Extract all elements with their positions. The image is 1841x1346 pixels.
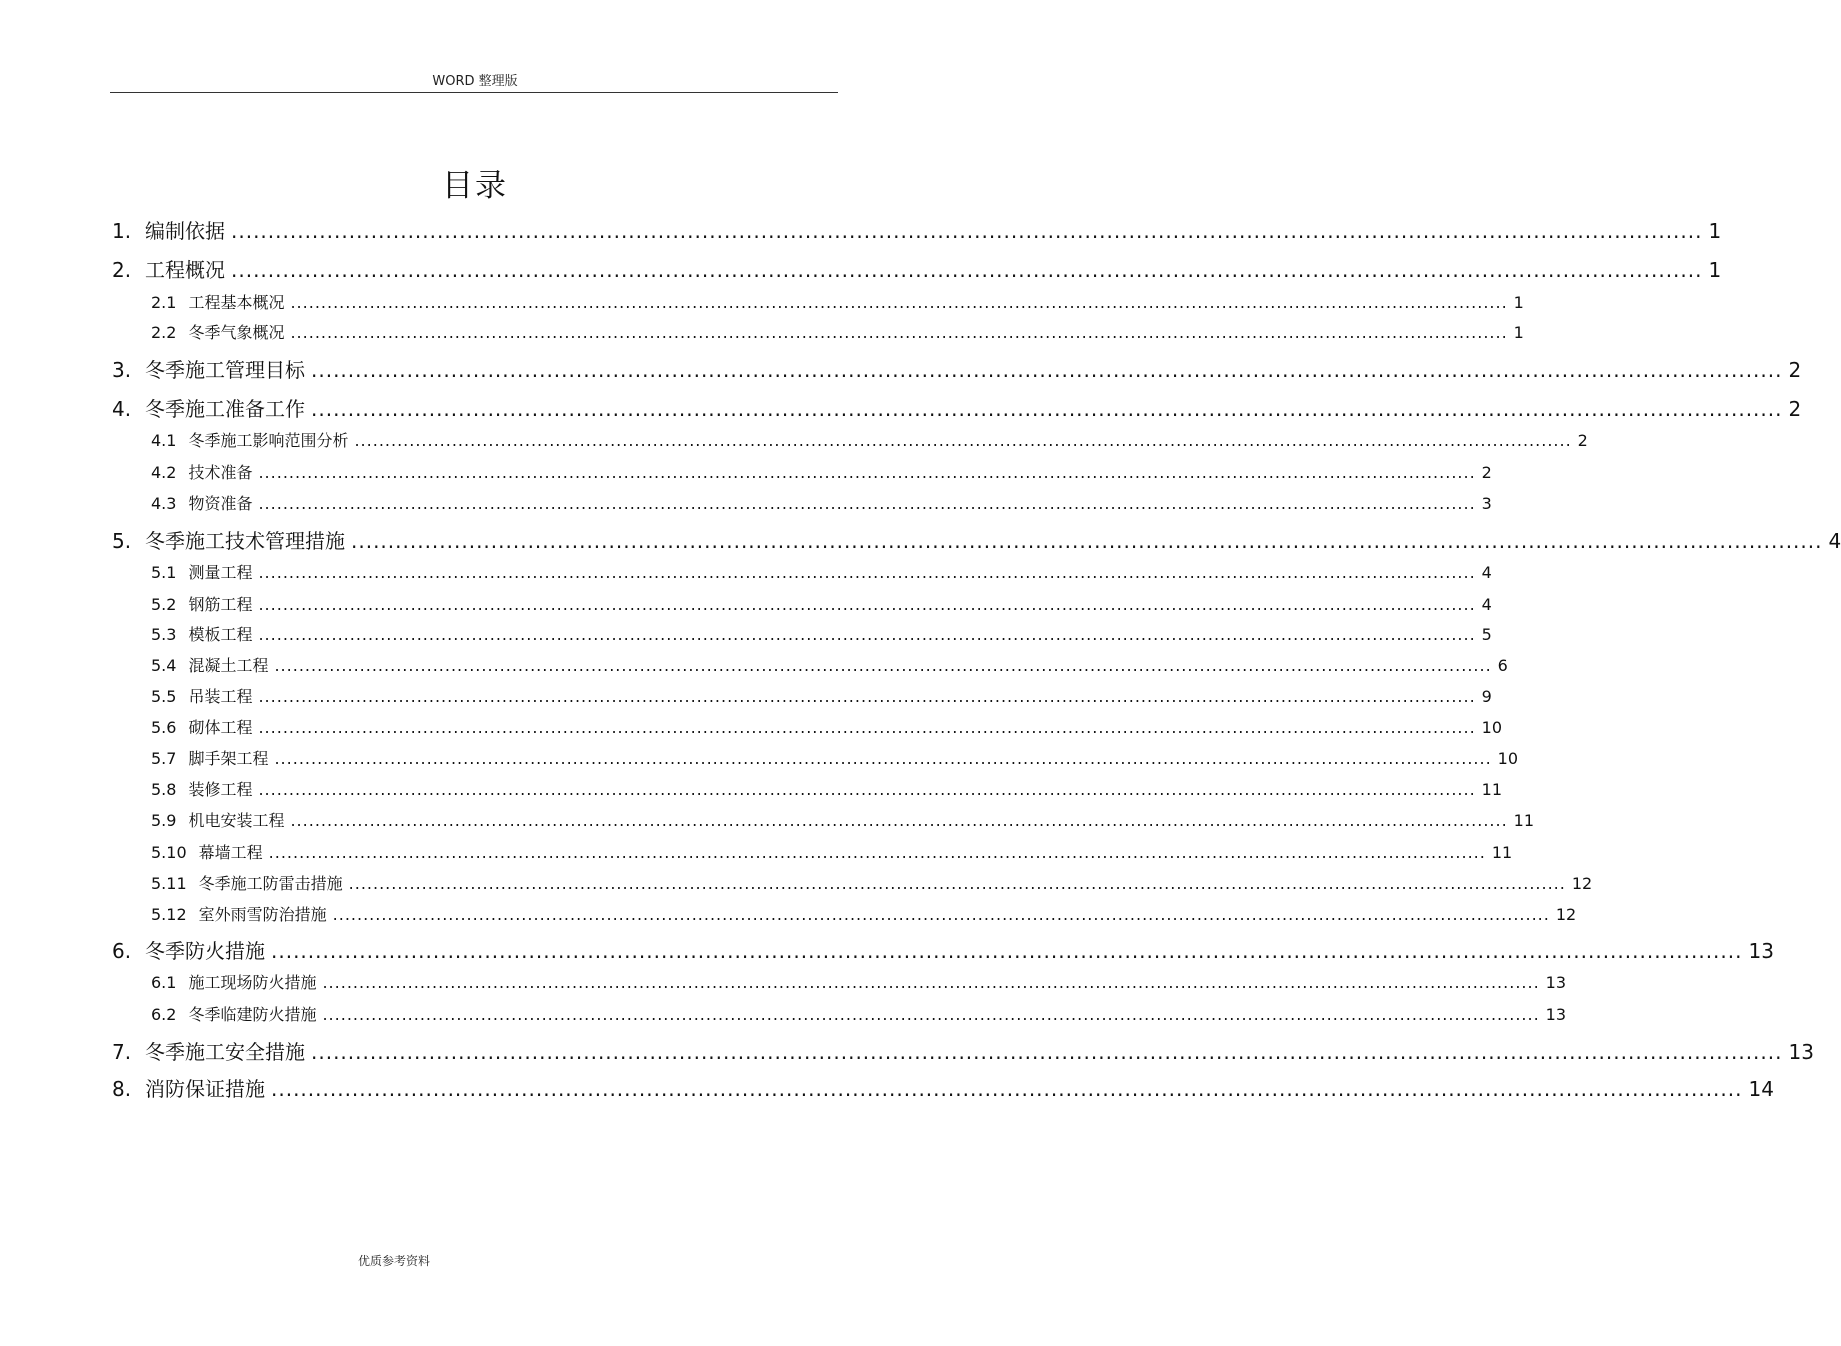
toc-entry-label: 混凝土工程 — [188, 656, 269, 675]
toc-subsection-entry[interactable] — [151, 592, 1492, 614]
toc-entry-page-number: 13 — [1788, 1040, 1814, 1064]
toc-dot-leader: ........................................................................................................................................................................................................ — [348, 874, 1566, 893]
toc-dot-leader: ........................................................................................................................................................................................................ — [231, 219, 1703, 243]
toc-entry-number: 4.2 — [151, 463, 177, 482]
toc-entry-page-number: 13 — [1748, 939, 1774, 963]
toc-entry-label: 施工现场防火措施 — [188, 973, 317, 992]
toc-dot-leader: ........................................................................................................................................................................................................ — [322, 973, 1540, 992]
toc-dot-leader: ........................................................................................................................................................................................................ — [258, 687, 1476, 706]
toc-entry-page-number: 11 — [1491, 843, 1513, 862]
toc-subsection-entry[interactable] — [151, 715, 1503, 737]
toc-entry-page-number: 13 — [1545, 973, 1567, 992]
toc-entry-page-number: 11 — [1513, 811, 1535, 830]
toc-entry-number: 5.6 — [151, 718, 177, 737]
toc-entry-number: 5.8 — [151, 780, 177, 799]
toc-entry-label: 冬季施工安全措施 — [145, 1040, 305, 1064]
toc-entry-label: 冬季施工技术管理措施 — [145, 529, 345, 553]
toc-entry-page-number: 1 — [1708, 219, 1722, 243]
toc-dot-leader: ........................................................................................................................................................................................................ — [258, 625, 1476, 644]
toc-dot-leader: ........................................................................................................................................................................................................ — [354, 431, 1572, 450]
toc-entry-label: 脚手架工程 — [188, 749, 269, 768]
toc-subsection-entry[interactable] — [151, 871, 1593, 893]
toc-entry-page-number: 1 — [1513, 323, 1524, 342]
toc-subsection-entry[interactable] — [151, 560, 1492, 582]
toc-entry-number: 4.3 — [151, 494, 177, 513]
toc-entry-label: 消防保证措施 — [145, 1077, 265, 1101]
toc-entry-label: 砌体工程 — [188, 718, 253, 737]
toc-entry-number: 5.9 — [151, 811, 177, 830]
toc-dot-leader: ........................................................................................................................................................................................................ — [274, 749, 1492, 768]
toc-entry-number: 5.12 — [151, 905, 187, 924]
toc-entry-label: 冬季施工防雷击措施 — [198, 874, 343, 893]
toc-subsection-entry[interactable] — [151, 808, 1535, 830]
toc-entry-number: 5.3 — [151, 625, 177, 644]
toc-entry-number: 4. — [112, 397, 132, 421]
toc-entry-number: 8. — [112, 1077, 132, 1101]
toc-subsection-entry[interactable] — [151, 684, 1492, 706]
toc-subsection-entry[interactable] — [151, 491, 1492, 513]
toc-dot-leader: ........................................................................................................................................................................................................ — [322, 1005, 1540, 1024]
toc-dot-leader: ........................................................................................................................................................................................................ — [258, 463, 1476, 482]
toc-dot-leader: ........................................................................................................................................................................................................ — [351, 529, 1823, 553]
toc-entry-label: 室外雨雪防治措施 — [198, 905, 327, 924]
toc-entry-number: 6.1 — [151, 973, 177, 992]
toc-entry-page-number: 14 — [1748, 1077, 1774, 1101]
toc-dot-leader: ........................................................................................................................................................................................................ — [311, 358, 1783, 382]
toc-section-entry[interactable] — [112, 393, 1802, 421]
toc-entry-number: 2.1 — [151, 293, 177, 312]
toc-entry-number: 5.5 — [151, 687, 177, 706]
toc-entry-label: 装修工程 — [188, 780, 253, 799]
toc-subsection-entry[interactable] — [151, 840, 1513, 862]
toc-entry-label: 钢筋工程 — [188, 595, 253, 614]
toc-dot-leader: ........................................................................................................................................................................................................ — [268, 843, 1486, 862]
toc-section-entry[interactable] — [112, 525, 1841, 553]
toc-section-entry[interactable] — [112, 935, 1774, 963]
toc-dot-leader: ........................................................................................................................................................................................................ — [332, 905, 1550, 924]
toc-entry-page-number: 2 — [1577, 431, 1588, 450]
toc-entry-number: 2. — [112, 258, 132, 282]
toc-entry-number: 5.2 — [151, 595, 177, 614]
toc-section-entry[interactable] — [112, 1036, 1814, 1064]
toc-dot-leader: ........................................................................................................................................................................................................ — [258, 494, 1476, 513]
toc-entry-number: 3. — [112, 358, 132, 382]
toc-entry-page-number: 12 — [1571, 874, 1593, 893]
toc-subsection-entry[interactable] — [151, 746, 1519, 768]
toc-dot-leader: ........................................................................................................................................................................................................ — [290, 323, 1508, 342]
toc-dot-leader: ........................................................................................................................................................................................................ — [311, 1040, 1783, 1064]
toc-entry-page-number: 2 — [1788, 358, 1802, 382]
page-footer: 优质参考资料 — [358, 1254, 431, 1268]
toc-entry-page-number: 10 — [1497, 749, 1519, 768]
toc-entry-label: 物资准备 — [188, 494, 253, 513]
toc-section-entry[interactable] — [112, 215, 1722, 243]
toc-entry-number: 1. — [112, 219, 132, 243]
toc-subsection-entry[interactable] — [151, 1002, 1567, 1024]
toc-entry-label: 工程基本概况 — [188, 293, 285, 312]
toc-entry-label: 吊装工程 — [188, 687, 253, 706]
toc-entry-page-number: 5 — [1481, 625, 1492, 644]
toc-entry-number: 6.2 — [151, 1005, 177, 1024]
toc-entry-label: 机电安装工程 — [188, 811, 285, 830]
toc-subsection-entry[interactable] — [151, 622, 1492, 644]
toc-entry-page-number: 4 — [1828, 529, 1841, 553]
toc-subsection-entry[interactable] — [151, 902, 1577, 924]
toc-entry-number: 5.10 — [151, 843, 187, 862]
toc-entry-label: 冬季防火措施 — [145, 939, 265, 963]
toc-entry-number: 5.7 — [151, 749, 177, 768]
toc-dot-leader: ........................................................................................................................................................................................................ — [258, 563, 1476, 582]
toc-entry-page-number: 3 — [1481, 494, 1492, 513]
toc-entry-label: 幕墙工程 — [198, 843, 263, 862]
toc-entry-page-number: 4 — [1481, 563, 1492, 582]
toc-entry-page-number: 13 — [1545, 1005, 1567, 1024]
toc-entry-page-number: 4 — [1481, 595, 1492, 614]
toc-entry-label: 工程概况 — [145, 258, 225, 282]
toc-entry-label: 技术准备 — [188, 463, 253, 482]
toc-dot-leader: ........................................................................................................................................................................................................ — [311, 397, 1783, 421]
toc-dot-leader: ........................................................................................................................................................................................................ — [231, 258, 1703, 282]
toc-entry-label: 模板工程 — [188, 625, 253, 644]
toc-subsection-entry[interactable] — [151, 428, 1588, 450]
page-title: 目录 — [442, 168, 508, 204]
toc-subsection-entry[interactable] — [151, 290, 1524, 312]
page-header: WORD 整理版 — [432, 74, 518, 89]
toc-entry-page-number: 2 — [1788, 397, 1802, 421]
toc-entry-page-number: 6 — [1497, 656, 1508, 675]
toc-entry-number: 5.1 — [151, 563, 177, 582]
toc-subsection-entry[interactable] — [151, 970, 1567, 992]
toc-subsection-entry[interactable] — [151, 460, 1492, 482]
toc-dot-leader: ........................................................................................................................................................................................................ — [274, 656, 1492, 675]
toc-entry-label: 冬季施工准备工作 — [145, 397, 305, 421]
toc-section-entry[interactable] — [112, 1073, 1774, 1101]
toc-subsection-entry[interactable] — [151, 653, 1508, 675]
toc-dot-leader: ........................................................................................................................................................................................................ — [290, 811, 1508, 830]
toc-entry-number: 6. — [112, 939, 132, 963]
toc-entry-label: 冬季施工管理目标 — [145, 358, 305, 382]
toc-dot-leader: ........................................................................................................................................................................................................ — [271, 1077, 1743, 1101]
toc-section-entry[interactable] — [112, 354, 1802, 382]
toc-entry-label: 冬季气象概况 — [188, 323, 285, 342]
toc-entry-page-number: 10 — [1481, 718, 1503, 737]
toc-entry-page-number: 2 — [1481, 463, 1492, 482]
toc-entry-page-number: 1 — [1708, 258, 1722, 282]
toc-entry-number: 2.2 — [151, 323, 177, 342]
toc-entry-label: 冬季施工影响范围分析 — [188, 431, 349, 450]
toc-entry-number: 5.11 — [151, 874, 187, 893]
toc-dot-leader: ........................................................................................................................................................................................................ — [290, 293, 1508, 312]
toc-subsection-entry[interactable] — [151, 777, 1503, 799]
toc-entry-number: 5. — [112, 529, 132, 553]
toc-dot-leader: ........................................................................................................................................................................................................ — [258, 595, 1476, 614]
toc-dot-leader: ........................................................................................................................................................................................................ — [258, 780, 1476, 799]
toc-entry-number: 5.4 — [151, 656, 177, 675]
toc-entry-number: 4.1 — [151, 431, 177, 450]
toc-entry-page-number: 12 — [1555, 905, 1577, 924]
toc-section-entry[interactable] — [112, 254, 1722, 282]
toc-dot-leader: ........................................................................................................................................................................................................ — [258, 718, 1476, 737]
toc-entry-page-number: 11 — [1481, 780, 1503, 799]
toc-entry-label: 冬季临建防火措施 — [188, 1005, 317, 1024]
toc-subsection-entry[interactable] — [151, 320, 1524, 342]
toc-entry-page-number: 9 — [1481, 687, 1492, 706]
toc-entry-label: 测量工程 — [188, 563, 253, 582]
toc-entry-number: 7. — [112, 1040, 132, 1064]
toc-dot-leader: ........................................................................................................................................................................................................ — [271, 939, 1743, 963]
toc-entry-page-number: 1 — [1513, 293, 1524, 312]
toc-entry-label: 编制依据 — [145, 219, 225, 243]
